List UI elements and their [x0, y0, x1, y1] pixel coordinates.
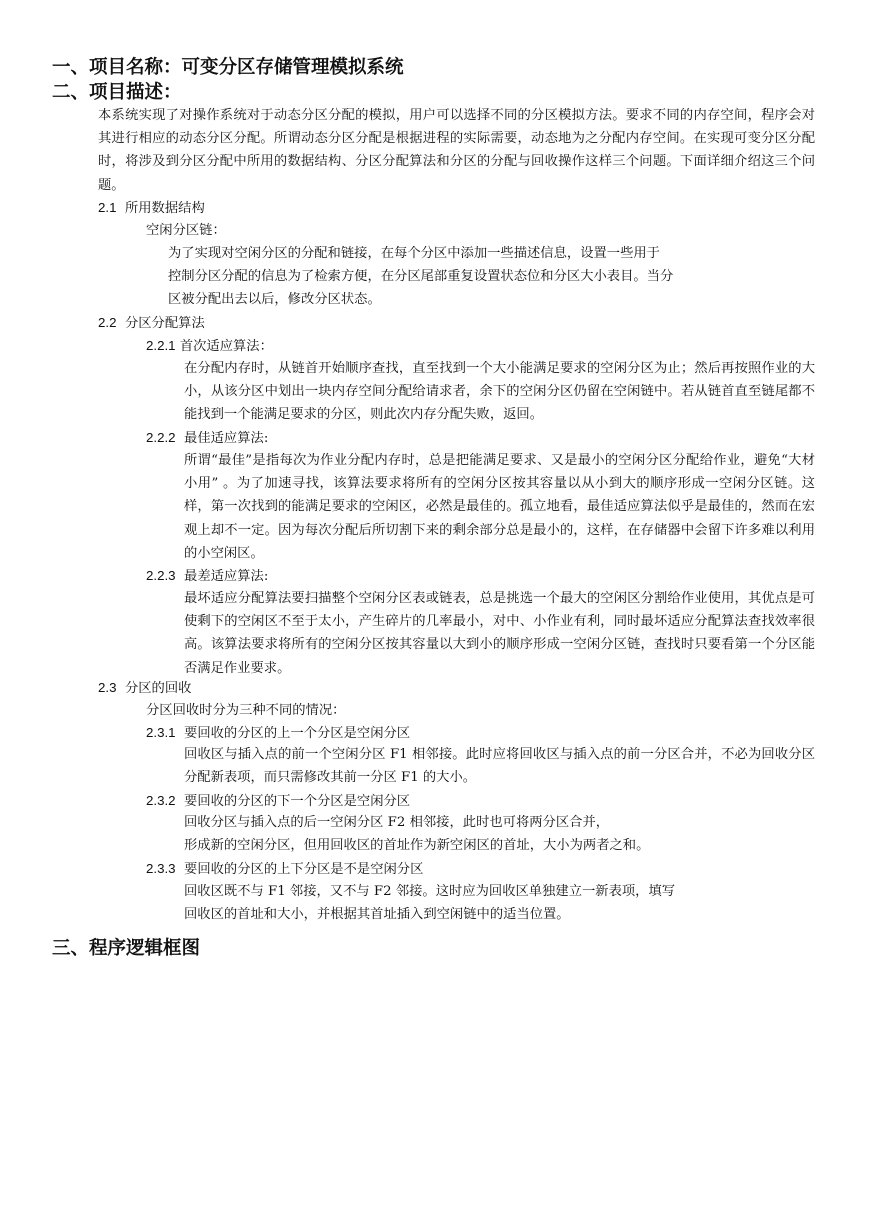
section-2-3-heading: [98, 676, 191, 700]
section-2-3-3-line: 回收区既不与 F1 邻接，又不与 F2 邻接。这时应为回收区单独建立一新表项，填写: [184, 884, 676, 899]
section-number: 2.2.1: [146, 338, 176, 353]
section-2-2-1-body: 在分配内存时，从链首开始顺序查找，直至找到一个大小能满足要求的空闲分区为止；然后再按照作业的大小，从该分区中划出一块内存空间分配给请求者，余下的空闲分区仍留在空闲链中。若从链首直至链尾都不能找到一个能满足要求的分区，则此次内存分配失败，返回。: [184, 361, 815, 423]
section-title: 最佳适应算法:: [184, 431, 269, 446]
section-title: 所用数据结构: [124, 201, 205, 216]
section-title: 分区的回收: [124, 681, 192, 696]
heading-project-description: 二、项目描述：: [52, 82, 182, 103]
section-2-3-1-heading: [146, 721, 410, 745]
section-2-1-heading: [98, 196, 205, 220]
intro-paragraph: 本系统实现了对操作系统对于动态分区分配的模拟，用户可以选择不同的分区模拟方法。要求不同的内存空间，程序会对其进行相应的动态分区分配。所谓动态分区分配是根据进程的实际需要，动态地为之分配内存空间。在实现可变分区分配时，将涉及到分区分配中所用的数据结构、分区分配算法和分区的分配与回收操作这样三个问题。下面详细介绍这三个问题。: [98, 108, 815, 193]
free-chain-line: 区被分配出去以后，修改分区状态。: [168, 292, 381, 307]
section-2-2-heading: [98, 311, 205, 335]
section-title: 首次适应算法：: [179, 339, 273, 354]
section-title: 要回收的分区的下一个分区是空闲分区: [184, 794, 411, 809]
section-2-2-3-heading: [146, 564, 268, 588]
section-2-3-3-line: 回收区的首址和大小，并根据其首址插入到空闲链中的适当位置。: [184, 907, 570, 922]
section-2-2-3-body: 最坏适应分配算法要扫描整个空闲分区表或链表，总是挑选一个最大的空闲区分割给作业使用，其优点是可使剩下的空闲区不至于太小，产生碎片的几率最小，对中、小作业有利，同时最坏适应分配算法查找效率很高。该算法要求将所有的空闲分区按其容量以大到小的顺序形成一空闲分区链，查找时只要看第一个分区能否满足作业要求。: [184, 591, 815, 676]
section-title: 最差适应算法:: [184, 569, 269, 584]
section-2-3-2-heading: [146, 789, 410, 813]
free-chain-line: 为了实现对空闲分区的分配和链接，在每个分区中添加一些描述信息，设置一些用于: [168, 246, 660, 261]
section-title: 要回收的分区的上下分区是不是空闲分区: [184, 862, 424, 877]
section-number: 2.3.1: [146, 725, 176, 740]
heading-flowchart: 三、程序逻辑框图: [52, 938, 201, 959]
recycle-intro: 分区回收时分为三种不同的情况：: [146, 703, 346, 718]
section-number: 2.3.2: [146, 793, 176, 808]
heading-project-name: 一、项目名称：可变分区存储管理模拟系统: [52, 57, 404, 78]
free-chain-label: 空闲分区链：: [146, 223, 226, 238]
section-title: 要回收的分区的上一个分区是空闲分区: [184, 726, 411, 741]
section-2-3-1-body: 回收区与插入点的前一个空闲分区 F1 相邻接。此时应将回收区与插入点的前一分区合并，不必为回收分区分配新表项，而只需修改其前一分区 F1 的大小。: [184, 747, 815, 786]
section-number: 2.1: [98, 200, 117, 215]
section-2-3-2-line: 回收分区与插入点的后一空闲分区 F2 相邻接，此时也可将两分区合并，: [184, 815, 610, 830]
section-number: 2.2.3: [146, 568, 176, 583]
section-2-2-2-body: 所谓“最佳”是指每次为作业分配内存时，总是把能满足要求、又是最小的空闲分区分配给作业，避免“大材小用” 。为了加速寻找，该算法要求将所有的空闲分区按其容量以从小到大的顺序形成一空闲分区链。这样，第一次找到的能满足要求的空闲区，必然是最佳的。孤立地看，最佳适应算法似乎是最佳的，然而在宏观上却不一定。因为每次分配后所切割下来的剩余部分总是最小的，这样，在存储器中会留下许多难以利用的小空闲区。: [184, 453, 815, 561]
section-number: 2.3: [98, 680, 117, 695]
section-title: 分区分配算法: [124, 316, 205, 331]
section-2-2-2-heading: [146, 426, 268, 450]
section-2-3-3-heading: [146, 857, 423, 881]
section-number: 2.3.3: [146, 861, 176, 876]
section-2-2-1-heading: [146, 334, 273, 358]
section-2-3-2-line: 形成新的空闲分区，但用回收区的首址作为新空闲区的首址，大小为两者之和。: [184, 838, 650, 853]
free-chain-line: 控制分区分配的信息为了检索方便，在分区尾部重复设置状态位和分区大小表目。当分: [168, 269, 674, 284]
section-number: 2.2: [98, 315, 117, 330]
section-number: 2.2.2: [146, 430, 176, 445]
